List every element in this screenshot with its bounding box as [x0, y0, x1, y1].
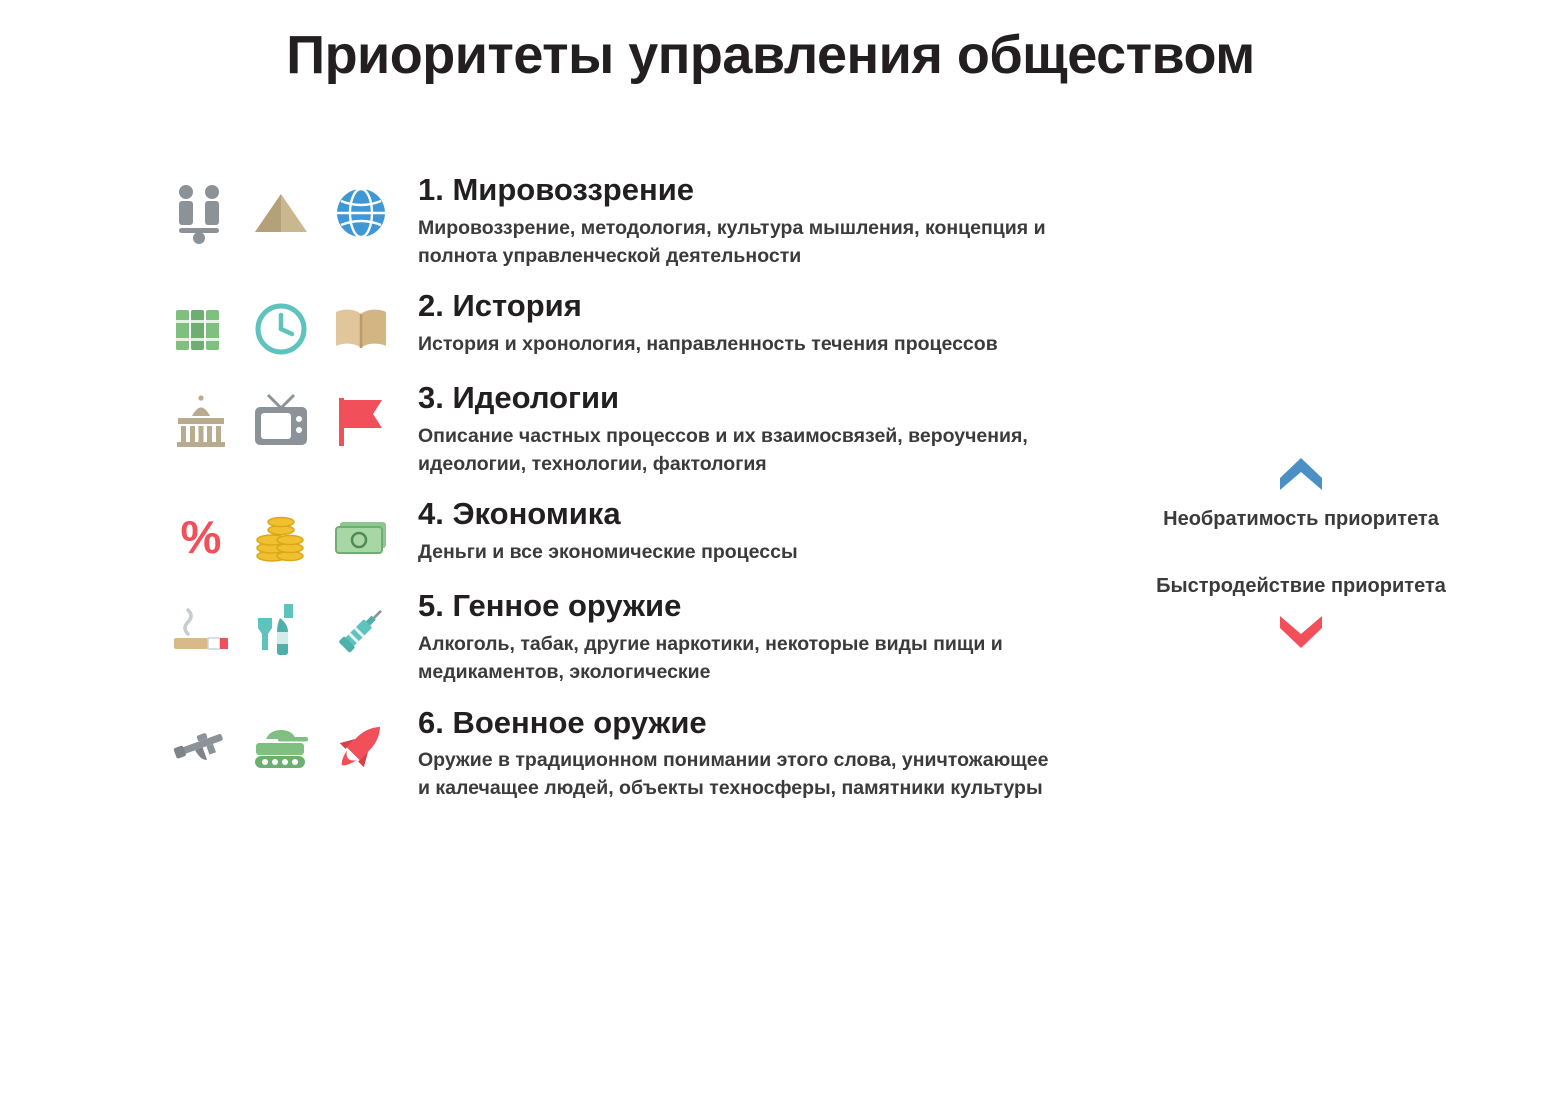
globe-icon [328, 180, 394, 246]
list-item [168, 172, 1128, 270]
item-title: 3. Идеологии [418, 380, 620, 416]
row-text [418, 705, 1058, 803]
side-notes [1151, 456, 1451, 656]
list-item [168, 705, 1128, 803]
page-title: Приоритеты управления обществом [286, 25, 1255, 85]
svg-text:%: % [180, 511, 222, 564]
item-title: 1. Мировоззрение [418, 172, 695, 207]
item-description: Оружие в традиционном понимании этого слова, уничтожающее и калечащее людей, объекты техносферы, памятники культуры [418, 749, 1049, 800]
missile-icon [328, 713, 394, 779]
speed-note [1151, 573, 1451, 650]
coins-icon [248, 504, 314, 570]
item-title: 2. История [418, 288, 582, 324]
clock-icon [248, 296, 314, 362]
icon-group [168, 380, 418, 454]
item-title: 4. Экономика [418, 496, 621, 532]
open-book-icon [328, 296, 394, 362]
icon-group [168, 288, 418, 362]
item-description: Мировоззрение, методология, культура мышления, концепция и полнота управленческой деятельности [418, 216, 1046, 267]
list-item [168, 588, 1128, 686]
item-description: Деньги и все экономические процессы [418, 540, 798, 563]
row-text [418, 496, 798, 566]
rifle-icon [168, 713, 234, 779]
list-item [168, 496, 1128, 570]
books-icon [168, 296, 234, 362]
speed-label: Быстродействие приоритета [1156, 575, 1446, 597]
icon-group [168, 588, 418, 662]
percent-icon [168, 504, 234, 570]
item-description: Описание частных процессов и их взаимосвязей, вероучения, идеологии, технологии, фактология [418, 424, 1028, 476]
list-item [168, 288, 1128, 362]
people-icon [168, 180, 234, 246]
list-item [168, 380, 1128, 478]
row-text [418, 172, 1058, 270]
irreversibility-note [1151, 456, 1451, 533]
tank-icon [248, 713, 314, 779]
up-arrow-icon [1151, 456, 1451, 500]
syringe-icon [328, 596, 394, 662]
icon-group [168, 705, 418, 779]
row-text [418, 588, 1058, 686]
icon-group [168, 172, 418, 246]
item-title: 5. Генное оружие [418, 588, 682, 624]
row-text [418, 288, 998, 358]
cigarette-icon [168, 596, 234, 662]
bottle-glass-icon [248, 596, 314, 662]
item-title: 6. Военное оружие [418, 704, 707, 740]
capitol-icon [168, 388, 234, 454]
row-text [418, 380, 1058, 478]
item-description: История и хронология, направленность течения процессов [418, 332, 998, 355]
flag-icon [328, 388, 394, 454]
item-description: Алкоголь, табак, другие наркотики, некоторые виды пищи и медикаментов, экологические [418, 632, 1003, 684]
pyramid-icon [248, 180, 314, 246]
icon-group [168, 496, 418, 570]
television-icon [248, 388, 314, 454]
banknotes-icon [328, 504, 394, 570]
priority-list [168, 172, 1128, 821]
down-arrow-icon [1151, 606, 1451, 650]
irreversibility-label: Необратимость приоритета [1163, 508, 1439, 530]
